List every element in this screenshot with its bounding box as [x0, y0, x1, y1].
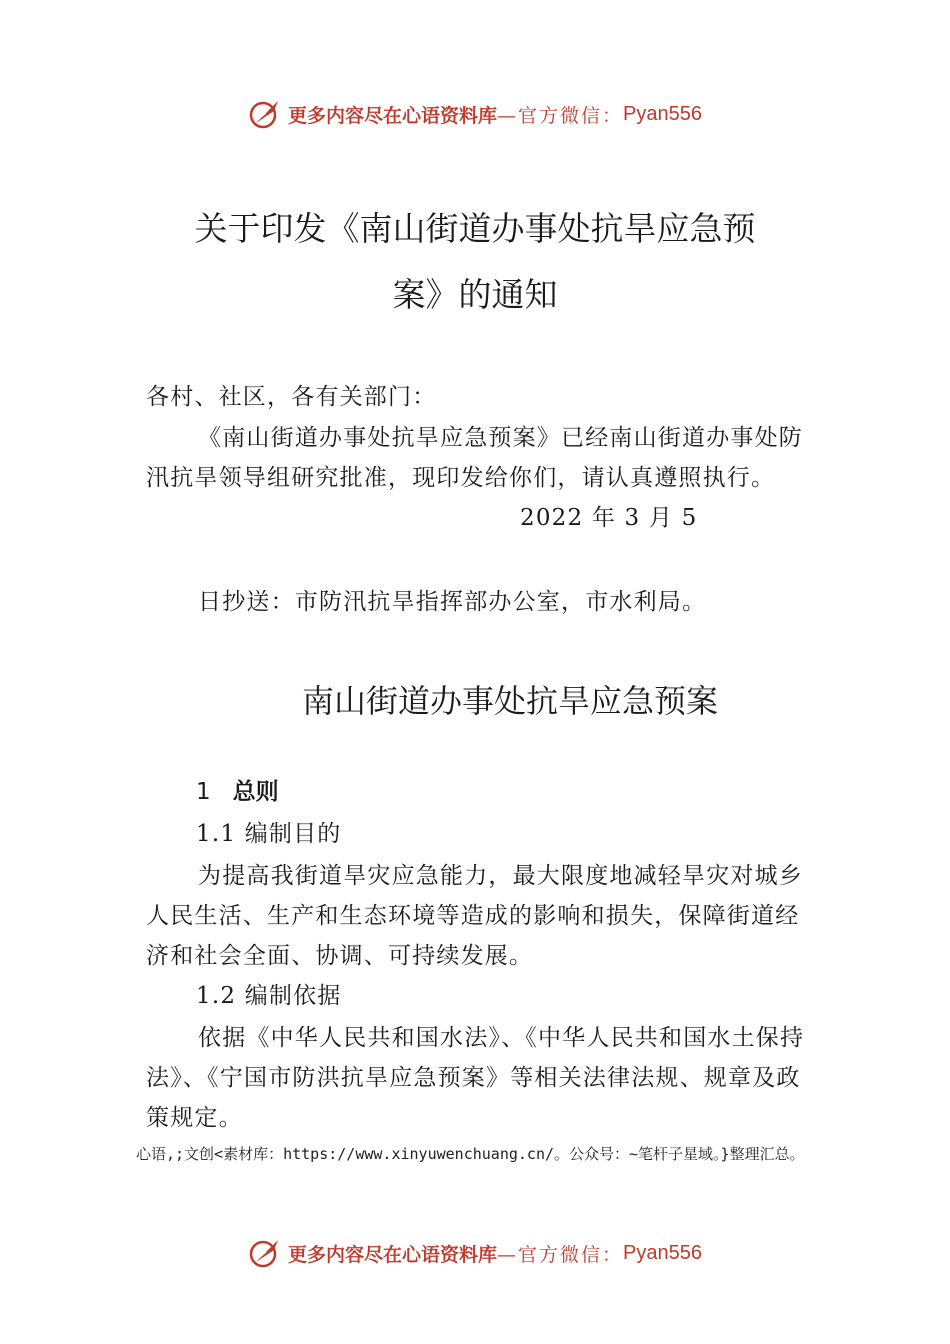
section-1-2-body: 依据《中华人民共和国水法》、《中华人民共和国水土保持法》、《宁国市防洪抗旱应急预案》等相关法律法规、规章及政策规定。 [146, 1025, 805, 1131]
banner-wechat-id: Pyan556 [623, 102, 702, 125]
section-1-title: 总则 [232, 779, 279, 805]
section-1-number: 1 [196, 779, 211, 805]
banner-wechat-id: Pyan556 [623, 1241, 702, 1264]
banner-main-text: 更多内容尽在心语资料库 [288, 1243, 498, 1266]
quill-logo-icon [248, 1236, 282, 1270]
section-1-1-body: 为提高我街道旱灾应急能力，最大限度地减轻旱灾对城乡人民生活、生产和生态环境等造成的影响和损失，保障街道经济和社会全面、协调、可持续发展。 [146, 863, 803, 969]
salutation: 各村、社区，各有关部门： [146, 384, 437, 410]
header-banner [0, 94, 950, 134]
banner-sub-text: —官方微信： [497, 104, 624, 127]
notice-title [150, 196, 800, 328]
section-1-2-heading: 1.2 编制依据 [196, 983, 342, 1009]
banner-sub-text: —官方微信： [497, 1243, 624, 1266]
source-footnote: 心语,;文创<素材库：https://www.xinyuwenchuang.cn/。公众号：~笔杆子星域。}整理汇总。 [136, 1145, 805, 1163]
cc-line: 日抄送：市防汛抗旱指挥部办公室，市水利局。 [198, 589, 707, 615]
notice-title-line1: 关于印发《南山街道办事处抗旱应急预 [194, 209, 756, 248]
notice-title-line2: 案》的通知 [392, 275, 558, 314]
quill-logo-icon [248, 97, 282, 131]
plan-title: 南山街道办事处抗旱应急预案 [301, 682, 718, 720]
notice-date: 2022 年 3 月 5 [520, 505, 698, 531]
section-1-heading [196, 772, 279, 812]
banner-main-text: 更多内容尽在心语资料库 [288, 104, 498, 127]
footer-banner [0, 1233, 950, 1273]
section-1-1-heading: 1.1 编制目的 [196, 821, 342, 847]
notice-body: 《南山街道办事处抗旱应急预案》已经南山街道办事处防汛抗旱领导组研究批准，现印发给你们，请认真遵照执行。 [146, 425, 803, 491]
